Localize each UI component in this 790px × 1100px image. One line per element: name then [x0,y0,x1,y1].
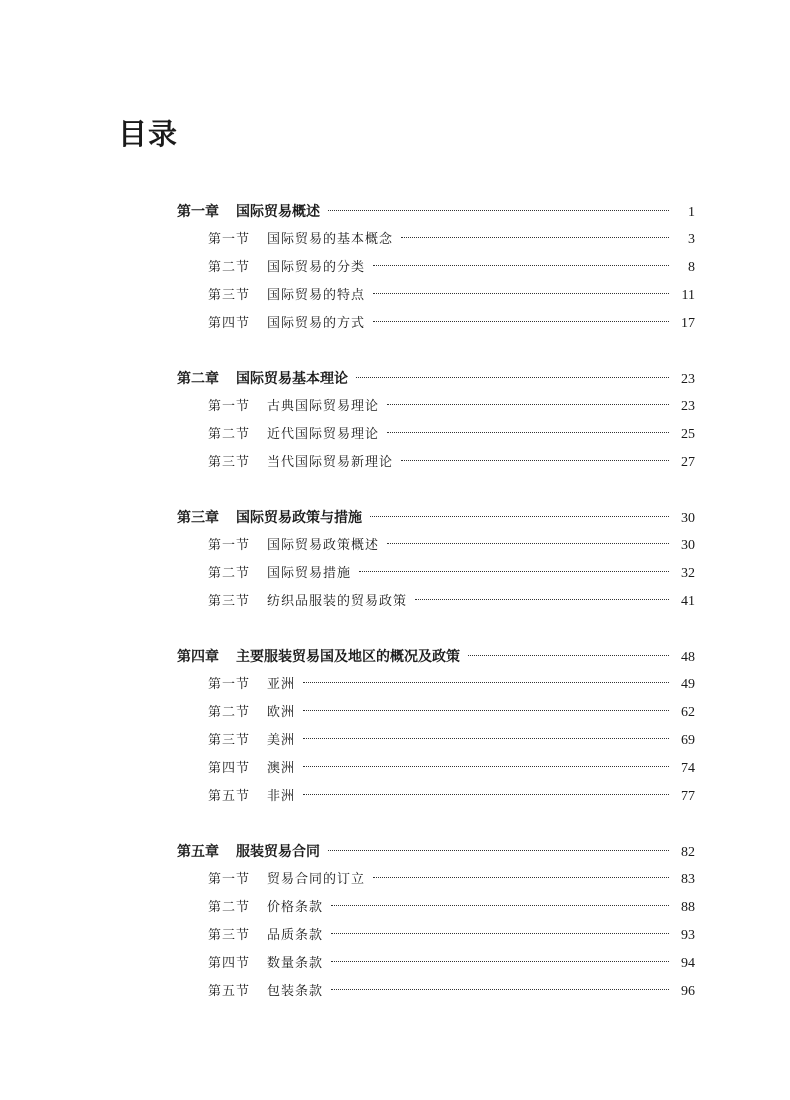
page-number: 88 [681,900,695,915]
page-number: 1 [688,205,695,220]
page-number: 49 [681,677,695,692]
section-label: 第三节 [208,928,251,943]
section-label: 第一节 [208,872,251,887]
section-title: 包装条款 [267,984,324,999]
toc-section-entry[interactable] [177,310,695,338]
dot-leader [331,933,669,934]
dot-leader [373,293,669,294]
page-title: 目录 [118,117,179,151]
section-title: 国际贸易的方式 [267,316,366,331]
dot-leader [356,377,669,378]
chapter-label: 第一章 [177,204,219,220]
section-label: 第二节 [208,260,251,275]
section-title: 国际贸易措施 [267,566,352,581]
page-number: 23 [681,372,695,387]
section-title: 古典国际贸易理论 [267,399,380,414]
page-number: 25 [681,427,695,442]
page-number: 8 [688,260,695,275]
chapter-group [177,643,695,811]
chapter-label: 第二章 [177,371,219,387]
page-number: 30 [681,538,695,553]
toc-section-entry[interactable] [177,560,695,588]
section-title: 国际贸易政策概述 [267,538,380,553]
section-label: 第四节 [208,761,251,776]
chapter-title: 主要服装贸易国及地区的概况及政策 [236,649,460,665]
page-number: 11 [681,288,695,303]
dot-leader [415,599,669,600]
dot-leader [331,989,669,990]
toc-section-entry[interactable] [177,449,695,477]
toc-chapter-entry[interactable] [177,838,695,866]
section-label: 第四节 [208,956,251,971]
section-title: 美洲 [267,733,296,748]
toc-section-entry[interactable] [177,699,695,727]
page-number: 48 [681,650,695,665]
chapter-title: 服装贸易合同 [236,844,320,860]
page-number: 32 [681,566,695,581]
chapter-label: 第三章 [177,510,219,526]
toc-chapter-entry[interactable] [177,643,695,671]
dot-leader [303,682,669,683]
dot-leader [303,710,669,711]
toc-section-entry[interactable] [177,421,695,449]
section-label: 第三节 [208,733,251,748]
page-number: 17 [681,316,695,331]
dot-leader [373,265,669,266]
section-title: 价格条款 [267,900,324,915]
dot-leader [373,877,669,878]
page-number: 30 [681,511,695,526]
toc-section-entry[interactable] [177,783,695,811]
section-title: 国际贸易的特点 [267,288,366,303]
page-number: 96 [681,984,695,999]
section-label: 第三节 [208,288,251,303]
dot-leader [370,516,669,517]
page-number: 41 [681,594,695,609]
section-label: 第二节 [208,705,251,720]
toc-section-entry[interactable] [177,978,695,1006]
toc-chapter-entry[interactable] [177,504,695,532]
page-number: 27 [681,455,695,470]
dot-leader [359,571,669,572]
section-label: 第一节 [208,538,251,553]
dot-leader [331,905,669,906]
toc-section-entry[interactable] [177,671,695,699]
chapter-group [177,838,695,1006]
page-number: 74 [681,761,695,776]
dot-leader [303,794,669,795]
table-of-contents [177,198,695,1033]
chapter-group [177,504,695,616]
toc-section-entry[interactable] [177,894,695,922]
section-label: 第一节 [208,399,251,414]
toc-section-entry[interactable] [177,950,695,978]
page-number: 69 [681,733,695,748]
toc-section-entry[interactable] [177,532,695,560]
chapter-label: 第五章 [177,844,219,860]
section-label: 第五节 [208,984,251,999]
section-title: 国际贸易的分类 [267,260,366,275]
dot-leader [468,655,669,656]
section-label: 第五节 [208,789,251,804]
chapter-title: 国际贸易基本理论 [236,371,348,387]
section-title: 贸易合同的订立 [267,872,366,887]
section-label: 第四节 [208,316,251,331]
section-title: 当代国际贸易新理论 [267,455,394,470]
toc-section-entry[interactable] [177,727,695,755]
dot-leader [387,404,669,405]
dot-leader [373,321,669,322]
section-title: 非洲 [267,789,296,804]
toc-section-entry[interactable] [177,755,695,783]
page-number: 82 [681,845,695,860]
toc-section-entry[interactable] [177,282,695,310]
dot-leader [387,543,669,544]
chapter-group [177,365,695,477]
chapter-label: 第四章 [177,649,219,665]
dot-leader [401,237,669,238]
section-label: 第三节 [208,594,251,609]
dot-leader [303,738,669,739]
toc-chapter-entry[interactable] [177,365,695,393]
page-number: 77 [681,789,695,804]
dot-leader [331,961,669,962]
toc-section-entry[interactable] [177,922,695,950]
chapter-title: 国际贸易概述 [236,204,320,220]
section-label: 第二节 [208,566,251,581]
toc-section-entry[interactable] [177,866,695,894]
toc-section-entry[interactable] [177,226,695,254]
section-title: 纺织品服装的贸易政策 [267,594,408,609]
section-title: 品质条款 [267,928,324,943]
section-label: 第三节 [208,455,251,470]
toc-section-entry[interactable] [177,588,695,616]
page-number: 94 [681,956,695,971]
page-number: 3 [688,232,695,247]
dot-leader [328,850,669,851]
section-label: 第二节 [208,900,251,915]
dot-leader [387,432,669,433]
dot-leader [401,460,669,461]
chapter-group [177,198,695,338]
chapter-title: 国际贸易政策与措施 [236,510,362,526]
page-number: 83 [681,872,695,887]
section-label: 第一节 [208,677,251,692]
section-label: 第二节 [208,427,251,442]
section-title: 数量条款 [267,956,324,971]
page-number: 93 [681,928,695,943]
section-title: 澳洲 [267,761,296,776]
toc-chapter-entry[interactable] [177,198,695,226]
page-number: 23 [681,399,695,414]
section-title: 近代国际贸易理论 [267,427,380,442]
section-title: 欧洲 [267,705,296,720]
section-title: 亚洲 [267,677,296,692]
dot-leader [328,210,669,211]
toc-section-entry[interactable] [177,254,695,282]
section-label: 第一节 [208,232,251,247]
page-number: 62 [681,705,695,720]
dot-leader [303,766,669,767]
section-title: 国际贸易的基本概念 [267,232,394,247]
toc-section-entry[interactable] [177,393,695,421]
